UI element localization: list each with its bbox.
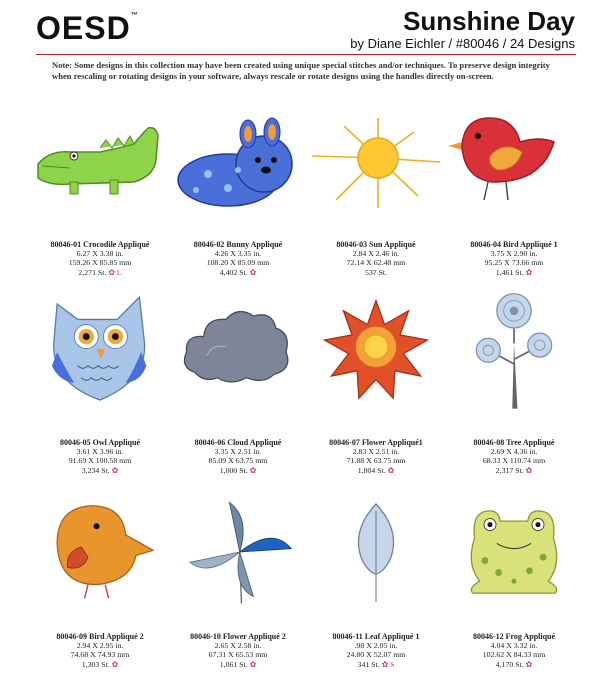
design-name: 80046-08 Tree Appliqué [473, 438, 555, 447]
design-name: 80046-05 Owl Appliqué [59, 438, 140, 447]
crocodile-applique-image [30, 112, 170, 232]
design-flags: ✿ [249, 267, 257, 277]
design-caption [168, 632, 308, 669]
design-stitches: 537 St. [364, 267, 388, 277]
design-name: 80046-04 Bird Appliqué 1 [470, 240, 558, 249]
cloud-applique-image [168, 292, 308, 412]
header-divider [36, 54, 576, 55]
design-stitches: 4,170 St. [495, 659, 524, 669]
design-flags: ✿ [525, 267, 533, 277]
design-size-in: 2.83 X 2.51 in. [352, 447, 400, 457]
sun-applique-image [306, 112, 446, 232]
design-caption [168, 438, 308, 475]
owl-applique-image [30, 292, 170, 412]
design-size-in: .98 X 2.05 in. [354, 641, 398, 651]
leaf-applique-image [306, 492, 446, 612]
design-size-in: 2.65 X 2.58 in. [214, 641, 262, 651]
design-size-mm: 74.68 X 74.93 mm [70, 650, 130, 660]
design-stitches: 1,000 St. [219, 465, 248, 475]
design-name: 80046-03 Sun Appliqué [336, 240, 416, 249]
design-flags: ✿ [525, 465, 533, 475]
design-size-mm: 95.25 X 73.66 mm [484, 258, 544, 268]
design-stitches: 4,402 St. [219, 267, 248, 277]
bird-applique-image [444, 112, 584, 232]
design-size-mm: 72.14 X 62.48 mm [346, 258, 406, 268]
design-name: 80046-07 Flower Appliqué1 [329, 438, 423, 447]
design-stitches: 1,303 St. [81, 659, 110, 669]
design-size-in: 3.35 X 2.51 in. [214, 447, 262, 457]
design-name: 80046-10 Flower Appliqué 2 [190, 632, 286, 641]
design-size-mm: 67.31 X 65.53 mm [208, 650, 268, 660]
design-size-in: 4.26 X 3.35 in. [214, 249, 262, 259]
logo-text: OESD [36, 10, 131, 46]
design-stitches: 1,061 St. [219, 659, 248, 669]
design-size-mm: 108.20 X 85.09 mm [206, 258, 270, 268]
bird-applique-image [30, 492, 170, 612]
collection-title: Sunshine Day [403, 6, 575, 36]
design-stitches: 341 St. [357, 659, 380, 669]
design-size-in: 4.04 X 3.32 in. [490, 641, 538, 651]
design-size-mm: 68.33 X 110.74 mm [482, 456, 546, 466]
note-paragraph: Note: Some designs in this collection may have been created using unique special stitches and/or techniques. To preserve design integrity when rescaling or rotating designs in your software, always rescale or rotate designs using the handles directly on-screen. [52, 60, 550, 81]
design-caption [30, 240, 170, 277]
design-caption [444, 438, 584, 475]
design-stitches: 2,271 St. [78, 267, 107, 277]
collection-subtitle: by Diane Eichler / #80046 / 24 Designs [350, 36, 575, 51]
design-stitches: 1,461 St. [495, 267, 524, 277]
pinwheel-flower-applique-image [168, 492, 308, 612]
design-caption [444, 240, 584, 277]
design-flags: ✿ L [108, 267, 122, 277]
bunny-applique-image [168, 112, 308, 232]
design-name: 80046-02 Bunny Appliqué [193, 240, 283, 249]
frog-applique-image [444, 492, 584, 612]
design-stitches: 3,234 St. [81, 465, 110, 475]
design-name: 80046-09 Bird Appliqué 2 [56, 632, 144, 641]
design-name: 80046-06 Cloud Appliqué [194, 438, 282, 447]
design-flags: ✿ [387, 465, 395, 475]
design-flags: ✿ [525, 659, 533, 669]
design-size-mm: 159.26 X 85.85 mm [68, 258, 132, 268]
trademark-mark: ™ [130, 12, 139, 19]
design-caption [306, 240, 446, 277]
design-name: 80046-01 Crocodile Appliqué [50, 240, 150, 249]
design-flags: ✿ [249, 465, 257, 475]
design-size-mm: 91.69 X 100.58 mm [68, 456, 132, 466]
design-size-mm: 71.88 X 63.75 mm [346, 456, 406, 466]
design-caption [306, 632, 446, 669]
design-size-mm: 102.62 X 84.33 mm [482, 650, 546, 660]
tree-applique-image [444, 292, 584, 412]
design-size-mm: 24.80 X 52.07 mm [346, 650, 406, 660]
design-size-mm: 85.09 X 63.75 mm [208, 456, 268, 466]
design-caption [30, 438, 170, 475]
design-caption [168, 240, 308, 277]
design-stitches: 2,317 St. [495, 465, 524, 475]
design-caption [30, 632, 170, 669]
design-size-in: 3.75 X 2.90 in. [490, 249, 538, 259]
design-caption [306, 438, 446, 475]
design-flags: ✿ [111, 659, 119, 669]
design-size-in: 6.27 X 3.38 in. [76, 249, 124, 259]
design-name: 80046-12 Frog Appliqué [472, 632, 556, 641]
design-flags: ✿ [111, 465, 119, 475]
design-flags: ✿ [249, 659, 257, 669]
design-stitches: 1,804 St. [357, 465, 386, 475]
design-size-in: 3.61 X 3.96 in. [76, 447, 124, 457]
design-size-in: 2.69 X 4.36 in. [490, 447, 538, 457]
design-name: 80046-11 Leaf Appliqué 1 [332, 632, 420, 641]
design-size-in: 2.94 X 2.95 in. [76, 641, 124, 651]
design-caption [444, 632, 584, 669]
flower-applique-image [306, 292, 446, 412]
page-header [0, 0, 615, 60]
design-flags: ✿ S [381, 659, 395, 669]
design-size-in: 2.84 X 2.46 in. [352, 249, 400, 259]
oesd-logo [36, 10, 139, 47]
